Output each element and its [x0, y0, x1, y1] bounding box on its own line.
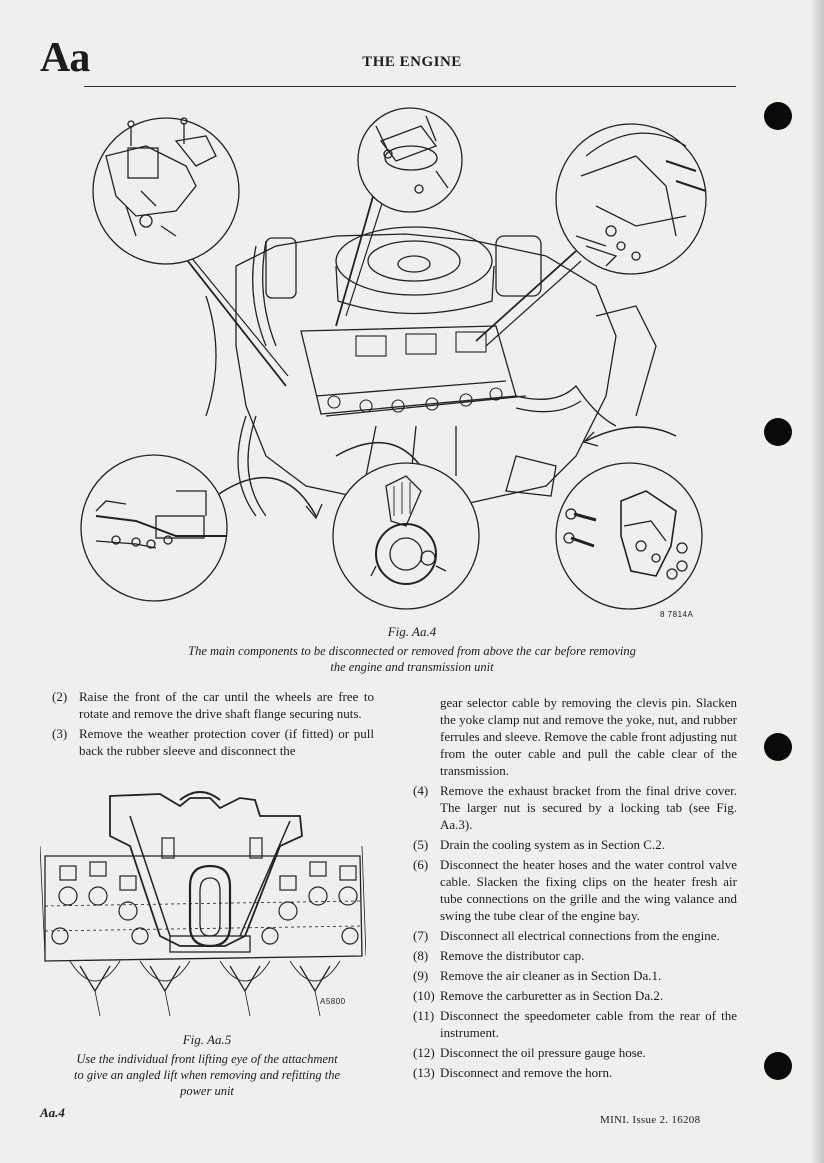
figure-ref-code: 8 7814A	[660, 610, 694, 619]
step-continuation: gear selector cable by removing the clevis pin. Slacken the yoke clamp nut and remove the yoke, nut, and rubber ferrules and sleeve. Remove the cable front adjusting nut from the outer cable and pull the cable clear of the transmission.	[440, 695, 737, 778]
step-item	[413, 782, 737, 833]
step-text: Remove the distributor cap.	[440, 948, 585, 963]
step-number: (12)	[413, 1045, 435, 1060]
step-text: Remove the carburetter as in Section Da.2.	[440, 988, 664, 1003]
step-text: Disconnect the oil pressure gauge hose.	[440, 1045, 646, 1060]
step-number: (2)	[52, 689, 68, 704]
step-item	[413, 1007, 737, 1041]
step-item	[413, 836, 737, 853]
step-text: Drain the cooling system as in Section C.2.	[440, 837, 665, 852]
step-number: (11)	[413, 1008, 435, 1023]
right-column-steps	[413, 694, 737, 1084]
figure-caption-line: power unit	[180, 1084, 234, 1098]
binder-hole	[764, 102, 792, 130]
step-text: Disconnect and remove the horn.	[440, 1065, 613, 1080]
step-item	[413, 967, 737, 984]
callout-throttle-detail	[556, 124, 706, 274]
figure-label: Fig. Aa.4	[387, 624, 437, 639]
header-rule	[84, 86, 736, 87]
left-column-steps	[52, 688, 374, 762]
callout-clamp-detail	[358, 108, 462, 212]
step-number: (9)	[413, 968, 429, 983]
step-item	[413, 1044, 737, 1061]
figure-caption-line: Use the individual front lifting eye of the attachment	[76, 1052, 338, 1066]
figure-caption	[90, 643, 734, 675]
step-text: Disconnect the heater hoses and the water control valve cable. Slacken the fixing clips on the heater fresh air tube connections on the grille and the wing valance and swing the tube clear of the engine bay.	[440, 857, 737, 923]
step-number: (8)	[413, 948, 429, 963]
step-number: (4)	[413, 783, 429, 798]
figure-caption-line: the engine and transmission unit	[330, 660, 494, 674]
lifting-eye-illustration	[40, 786, 366, 1026]
step-number: (7)	[413, 928, 429, 943]
callout-horn-detail	[333, 463, 479, 609]
step-item	[52, 688, 374, 722]
step-number: (5)	[413, 837, 429, 852]
lifting-bracket	[110, 794, 302, 946]
step-item	[413, 947, 737, 964]
step-item	[413, 856, 737, 924]
section-mark: Aa	[40, 35, 90, 81]
engine-bay-illustration	[76, 96, 716, 618]
step-text: Remove the exhaust bracket from the final drive cover. The larger nut is secured by a locking tab (see Fig. Aa.3).	[440, 783, 737, 832]
step-number: (3)	[52, 726, 68, 741]
page-title: THE ENGINE	[362, 54, 462, 70]
step-item	[413, 927, 737, 944]
step-text: Raise the front of the car until the wheels are free to rotate and remove the drive shaft flange securing nuts.	[79, 689, 374, 721]
figure-caption-line: to give an angled lift when removing and refitting the	[73, 1068, 341, 1082]
step-item	[413, 987, 737, 1004]
step-text: Remove the weather protection cover (if fitted) or pull back the rubber sleeve and disconnect the	[79, 726, 374, 758]
figure-label: Fig. Aa.5	[182, 1032, 232, 1047]
binder-hole	[764, 733, 792, 761]
step-number: (13)	[413, 1065, 435, 1080]
page-edge-shadow	[810, 0, 824, 1163]
figure-caption	[40, 1051, 374, 1099]
step-item	[413, 1064, 737, 1081]
air-cleaner	[336, 227, 492, 295]
step-text: Disconnect the speedometer cable from the rear of the instrument.	[440, 1008, 737, 1040]
binder-hole	[764, 418, 792, 446]
page-number: Aa.4	[40, 1105, 65, 1120]
step-text: Remove the air cleaner as in Section Da.1.	[440, 968, 662, 983]
publication-footer: MINI. Issue 2. 16208	[600, 1114, 701, 1126]
figure-caption-line: The main components to be disconnected or removed from above the car before removing	[188, 644, 636, 658]
step-item	[52, 725, 374, 759]
step-number: (10)	[413, 988, 435, 1003]
step-text: Disconnect all electrical connections from the engine.	[440, 928, 720, 943]
callout-exhaust-bracket-detail	[556, 463, 702, 609]
figure-ref-code: A5800	[320, 997, 346, 1006]
binder-hole	[764, 1052, 792, 1080]
step-number: (6)	[413, 857, 429, 872]
